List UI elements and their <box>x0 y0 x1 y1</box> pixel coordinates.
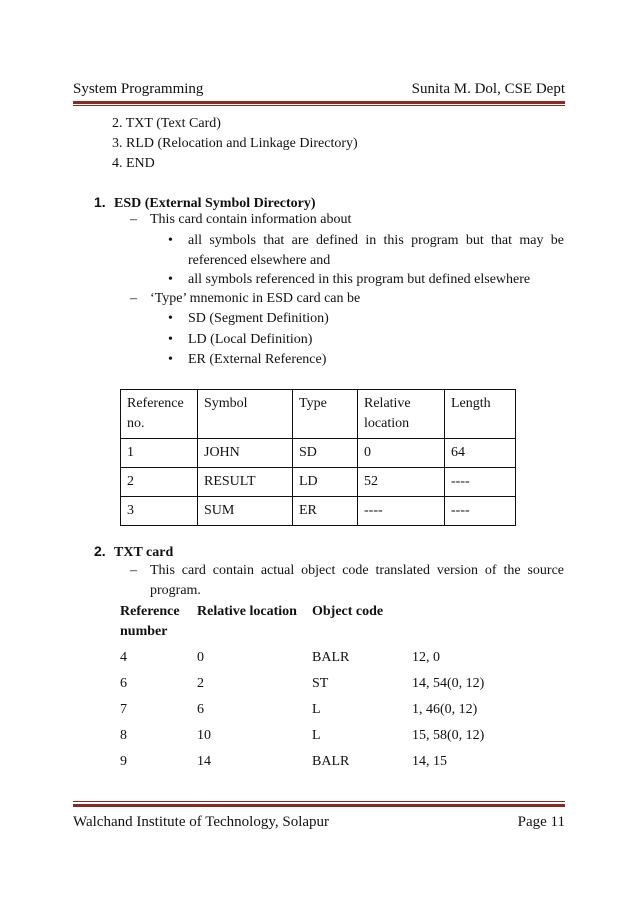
table-cell: RESULT <box>198 468 293 497</box>
txt-cell: 8 <box>120 728 127 743</box>
table-header-cell: Reference no. <box>121 390 198 439</box>
txt-cell: 10 <box>197 728 211 743</box>
txt-cell: 1, 46(0, 12) <box>412 702 478 717</box>
txt-header-cell: Relative location <box>197 604 297 619</box>
page-header <box>73 80 565 98</box>
page-footer <box>73 813 565 831</box>
page-number: Page 11 <box>517 814 565 830</box>
txt-cell: 7 <box>120 702 127 717</box>
table-header-cell: Relative location <box>358 390 445 439</box>
table-cell: ---- <box>358 497 445 526</box>
table-cell: 64 <box>445 439 516 468</box>
esd-type-item: ER (External Reference) <box>188 352 327 367</box>
card-type-list <box>112 114 358 174</box>
bullet-marker: • <box>168 272 173 287</box>
footer-institute: Walchand Institute of Technology, Solapur <box>73 814 330 830</box>
list-item: 2. TXT (Text Card) <box>112 116 221 131</box>
section-title: ESD (External Symbol Directory) <box>114 196 316 211</box>
table-cell: JOHN <box>198 439 293 468</box>
table-cell: ---- <box>445 468 516 497</box>
table-row <box>121 497 516 526</box>
txt-cell: 15, 58(0, 12) <box>412 728 485 743</box>
header-rule-thin <box>73 105 565 106</box>
list-item: 4. END <box>112 156 155 171</box>
esd-bullet-1: all symbols that are defined in this program but that may be referenced elsewhere and <box>188 233 564 268</box>
txt-cell: 6 <box>120 676 127 691</box>
txt-cell: 9 <box>120 754 127 769</box>
section-number: 1. <box>94 194 106 210</box>
table-cell: 0 <box>358 439 445 468</box>
footer-rule-thin <box>73 801 565 802</box>
table-cell: SD <box>293 439 358 468</box>
bullet-marker: • <box>168 233 173 248</box>
table-row <box>121 468 516 497</box>
txt-header-cell: Object code <box>312 604 384 619</box>
txt-cell: 2 <box>197 676 204 691</box>
section-number: 2. <box>94 543 106 559</box>
table-cell: 3 <box>121 497 198 526</box>
table-cell: ---- <box>445 497 516 526</box>
header-course-title: System Programming <box>73 81 204 97</box>
txt-dash-text-1: This card contain actual object code translated version of the source program. <box>150 563 564 598</box>
bullet-marker: • <box>168 311 173 326</box>
txt-cell: 14, 54(0, 12) <box>412 676 485 691</box>
bullet-marker: • <box>168 332 173 347</box>
txt-cell: ST <box>312 676 329 691</box>
table-cell: LD <box>293 468 358 497</box>
txt-cell: 14, 15 <box>412 754 447 769</box>
header-rule <box>73 101 565 104</box>
txt-cell: 0 <box>197 650 204 665</box>
dash-marker: – <box>130 563 137 578</box>
header-author: Sunita M. Dol, CSE Dept <box>411 81 565 97</box>
table-cell: 1 <box>121 439 198 468</box>
txt-cell: 14 <box>197 754 211 769</box>
footer-rule <box>73 804 565 807</box>
dash-marker: – <box>130 291 137 306</box>
txt-cell: BALR <box>312 650 350 665</box>
table-cell: ER <box>293 497 358 526</box>
table-header-row <box>121 390 516 439</box>
table-cell: 2 <box>121 468 198 497</box>
table-cell: 52 <box>358 468 445 497</box>
bullet-marker: • <box>168 352 173 367</box>
dash-marker: – <box>130 212 137 227</box>
list-item: 3. RLD (Relocation and Linkage Directory) <box>112 136 358 151</box>
esd-table <box>120 389 516 526</box>
txt-cell: 6 <box>197 702 204 717</box>
esd-dash-text-1: This card contain information about <box>150 212 352 227</box>
table-cell: SUM <box>198 497 293 526</box>
txt-cell: L <box>312 728 321 743</box>
txt-cell: L <box>312 702 321 717</box>
table-header-cell: Symbol <box>198 390 293 439</box>
table-header-cell: Length <box>445 390 516 439</box>
table-row <box>121 439 516 468</box>
txt-cell: BALR <box>312 754 350 769</box>
esd-type-item: SD (Segment Definition) <box>188 311 329 326</box>
esd-dash-text-2: ‘Type’ mnemonic in ESD card can be <box>150 291 361 306</box>
txt-header-cell: Reference number <box>120 604 180 639</box>
txt-cell: 4 <box>120 650 127 665</box>
section-title: TXT card <box>114 545 174 560</box>
esd-bullet-2: all symbols referenced in this program but defined elsewhere <box>188 272 531 287</box>
esd-type-item: LD (Local Definition) <box>188 332 313 347</box>
txt-cell: 12, 0 <box>412 650 440 665</box>
table-header-cell: Type <box>293 390 358 439</box>
txt-section-heading <box>94 541 173 563</box>
